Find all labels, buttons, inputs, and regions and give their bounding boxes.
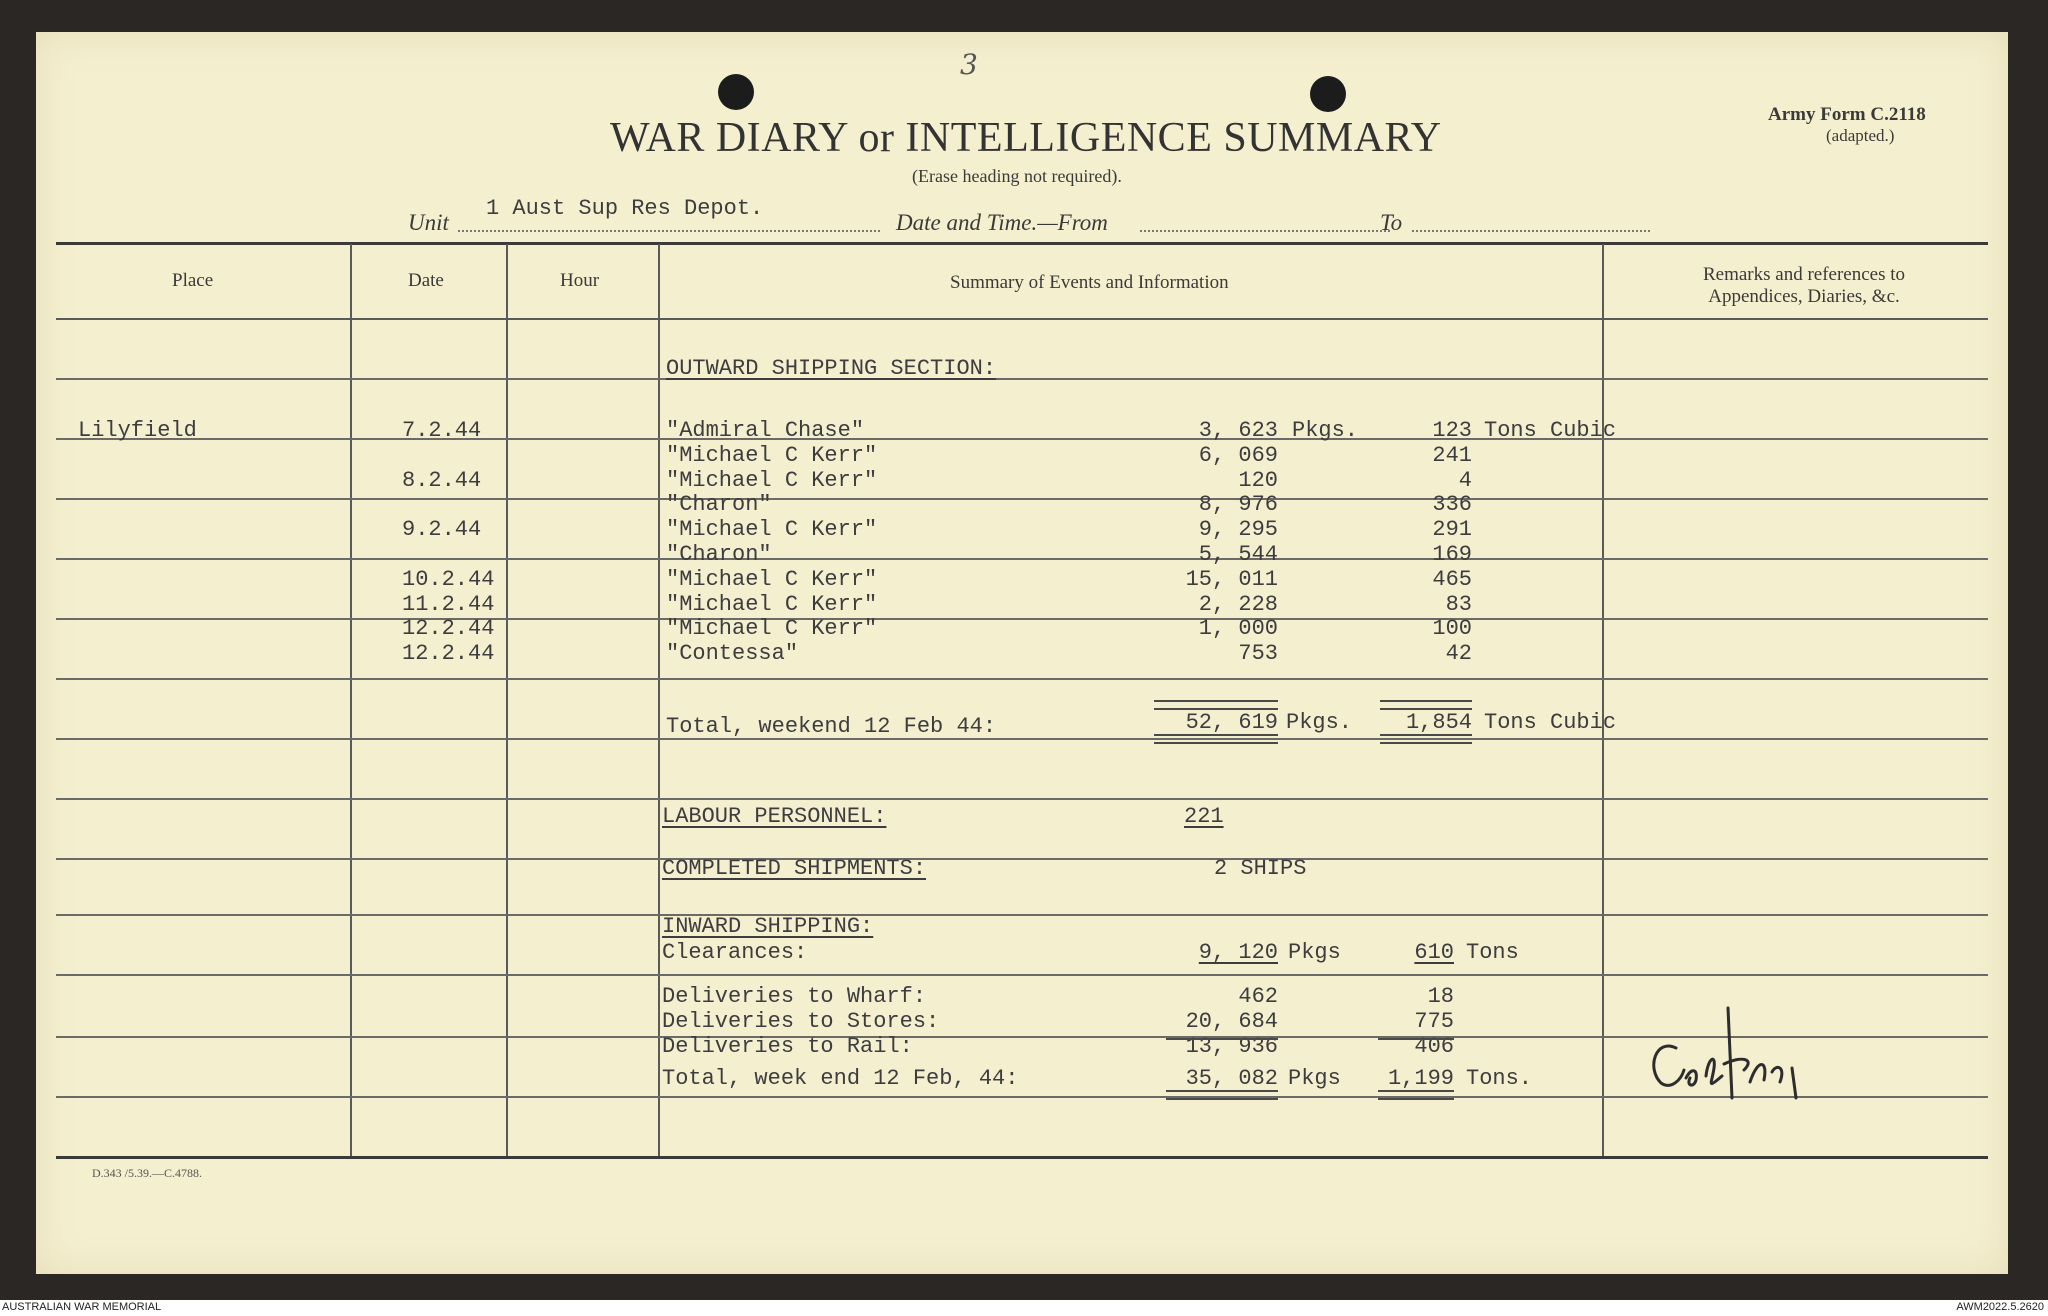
outward-row-ship: "Michael C Kerr" xyxy=(666,616,878,641)
outward-total-label: Total, weekend 12 Feb 44: xyxy=(666,714,997,739)
ruled-line xyxy=(56,498,1988,500)
col-divider-place xyxy=(350,244,352,1156)
inward-pkgs-rule xyxy=(1166,1038,1278,1040)
print-code: D.343 /5.39.—C.4788. xyxy=(92,1166,203,1180)
outward-row-date: 8.2.44 xyxy=(402,468,482,493)
footer-source: AUSTRALIAN WAR MEMORIAL xyxy=(2,1301,162,1313)
outward-pkgs-rule xyxy=(1154,700,1278,710)
ruled-line xyxy=(56,738,1988,740)
outward-row-ship: "Michael C Kerr" xyxy=(666,567,878,592)
inward-tons-rule xyxy=(1378,1038,1454,1040)
outward-row-tons: 336 xyxy=(1432,492,1472,517)
outward-row-tons: 100 xyxy=(1432,616,1472,641)
inward-total-pkgs-underline xyxy=(1166,1090,1278,1100)
page-title: WAR DIARY or INTELLIGENCE SUMMARY xyxy=(610,115,1442,161)
ruled-line xyxy=(56,798,1988,800)
ruled-line xyxy=(56,974,1988,976)
outward-row-date: 12.2.44 xyxy=(402,616,495,641)
outward-row-ship: "Michael C Kerr" xyxy=(666,468,878,493)
unit-label: Unit xyxy=(408,210,449,235)
outward-total-tons: 1,854 xyxy=(1405,710,1472,735)
col-header-hour: Hour xyxy=(560,270,600,291)
outward-row-date: 12.2.44 xyxy=(402,641,495,666)
outward-total-tons-underline xyxy=(1380,734,1472,744)
table-bottom-rule xyxy=(56,1156,1988,1159)
inward-total-label: Total, week end 12 Feb, 44: xyxy=(662,1066,1019,1091)
outward-row-ship: "Michael C Kerr" xyxy=(666,517,878,542)
inward-heading: INWARD SHIPPING: xyxy=(662,914,874,939)
inward-row-pkgs: 9, 120 xyxy=(1198,940,1278,965)
inward-row-pkgs: 462 xyxy=(1238,984,1278,1009)
inward-row-tons: 610 xyxy=(1414,940,1454,965)
inward-total-tons-underline xyxy=(1378,1090,1454,1100)
completed-value: 2 SHIPS xyxy=(1214,856,1307,881)
inward-row-tons-unit: Tons xyxy=(1466,940,1519,965)
outward-row-tons: 241 xyxy=(1432,443,1472,468)
from-dotted-line xyxy=(1140,230,1390,232)
col-divider-hour xyxy=(658,244,660,1156)
ruled-line xyxy=(56,914,1988,916)
outward-row-tons: 4 xyxy=(1458,468,1472,493)
table-top-rule xyxy=(56,242,1988,245)
inward-total-tons: 1,199 xyxy=(1387,1066,1454,1091)
inward-row-tons: 18 xyxy=(1427,984,1454,1009)
inward-total-pkgs-unit: Pkgs xyxy=(1288,1066,1341,1091)
outward-row-ship: "Charon" xyxy=(666,542,772,567)
outward-row-pkgs: 6, 069 xyxy=(1198,443,1278,468)
ruled-line xyxy=(56,438,1988,440)
outward-row-date: 11.2.44 xyxy=(402,592,495,617)
col-header-summary: Summary of Events and Information xyxy=(950,272,1229,293)
inward-row-label: Deliveries to Stores: xyxy=(662,1009,940,1034)
col-header-remarks: Remarks and references to Appendices, Diaries, &c. xyxy=(1702,264,1906,307)
outward-row-date: 7.2.44 xyxy=(402,418,482,443)
outward-row-pkgs: 1, 000 xyxy=(1198,616,1278,641)
inward-row-pkgs-unit: Pkgs xyxy=(1288,940,1341,965)
outward-total-tons-unit: Tons Cubic xyxy=(1484,710,1617,735)
outward-row-pkgs: 120 xyxy=(1238,468,1278,493)
inward-row-pkgs: 20, 684 xyxy=(1185,1009,1278,1034)
inward-total-tons-unit: Tons. xyxy=(1466,1066,1533,1091)
outward-row-tons: 42 xyxy=(1445,641,1472,666)
erase-note: (Erase heading not required). xyxy=(912,166,1122,186)
footer-strip xyxy=(0,1300,2048,1316)
header-bottom-rule xyxy=(56,318,1988,320)
place-lilyfield: Lilyfield xyxy=(78,418,197,443)
outward-row-pkgs: 9, 295 xyxy=(1198,517,1278,542)
outward-row-date: 10.2.44 xyxy=(402,567,495,592)
col-header-place: Place xyxy=(172,270,214,291)
outward-row-ship: "Contessa" xyxy=(666,641,799,666)
inward-row-label: Deliveries to Wharf: xyxy=(662,984,927,1009)
outward-row-ship: "Michael C Kerr" xyxy=(666,443,878,468)
outward-row-pkgs: 8, 976 xyxy=(1198,492,1278,517)
outward-row-tons-unit: Tons Cubic xyxy=(1484,418,1617,443)
outward-total-pkgs-unit: Pkgs. xyxy=(1286,710,1353,735)
outward-row-tons: 123 xyxy=(1432,418,1472,443)
outward-tons-rule xyxy=(1380,700,1472,710)
col-divider-summary xyxy=(1602,244,1604,1156)
punch-hole-left xyxy=(718,74,754,110)
col-divider-date xyxy=(506,244,508,1156)
to-dotted-line xyxy=(1412,230,1650,232)
outward-row-ship: "Michael C Kerr" xyxy=(666,592,878,617)
ruled-line xyxy=(56,678,1988,680)
outward-row-pkgs: 3, 623 xyxy=(1198,418,1278,443)
outward-row-tons: 291 xyxy=(1432,517,1472,542)
outward-row-ship: "Admiral Chase" xyxy=(666,418,865,443)
inward-row-label: Clearances: xyxy=(662,940,808,965)
outward-row-tons: 465 xyxy=(1432,567,1472,592)
ruled-line xyxy=(56,558,1988,560)
inward-row-tons: 406 xyxy=(1414,1034,1454,1059)
inward-row-tons: 775 xyxy=(1414,1009,1454,1034)
inward-total-pkgs: 35, 082 xyxy=(1185,1066,1278,1091)
outward-row-tons: 83 xyxy=(1445,592,1472,617)
labour-value: 221 xyxy=(1184,804,1224,829)
ruled-line xyxy=(56,618,1988,620)
labour-label: LABOUR PERSONNEL: xyxy=(662,804,887,829)
to-label: To xyxy=(1380,210,1403,235)
outward-row-pkgs: 5, 544 xyxy=(1198,542,1278,567)
ruled-line xyxy=(56,858,1988,860)
outward-row-pkgs: 15, 011 xyxy=(1185,567,1278,592)
outward-row-pkgs-unit: Pkgs. xyxy=(1292,418,1359,443)
outward-heading: OUTWARD SHIPPING SECTION: xyxy=(666,356,997,381)
outward-row-tons: 169 xyxy=(1432,542,1472,567)
outward-total-pkgs-underline xyxy=(1154,734,1278,744)
date-time-label: Date and Time.—From xyxy=(896,210,1108,235)
page-number: 3 xyxy=(960,48,978,81)
inward-row-label: Deliveries to Rail: xyxy=(662,1034,913,1059)
army-form-sub: (adapted.) xyxy=(1826,126,1895,145)
outward-row-pkgs: 753 xyxy=(1238,641,1278,666)
unit-value: 1 Aust Sup Res Depot. xyxy=(486,196,764,221)
signature-image xyxy=(1636,998,1856,1108)
outward-row-pkgs: 2, 228 xyxy=(1198,592,1278,617)
outward-row-date: 9.2.44 xyxy=(402,517,482,542)
punch-hole-right xyxy=(1310,76,1346,112)
outward-row-ship: "Charon" xyxy=(666,492,772,517)
col-header-date: Date xyxy=(408,270,444,291)
footer-reference: AWM2022.5.2620 xyxy=(1956,1301,2044,1313)
unit-dotted-line xyxy=(458,230,880,232)
army-form-label: Army Form C.2118 xyxy=(1768,104,1926,125)
outward-total-pkgs: 52, 619 xyxy=(1185,710,1278,735)
diary-sheet xyxy=(36,32,2008,1274)
inward-row-pkgs: 13, 936 xyxy=(1185,1034,1278,1059)
ruled-line xyxy=(56,378,1988,380)
completed-label: COMPLETED SHIPMENTS: xyxy=(662,856,927,881)
